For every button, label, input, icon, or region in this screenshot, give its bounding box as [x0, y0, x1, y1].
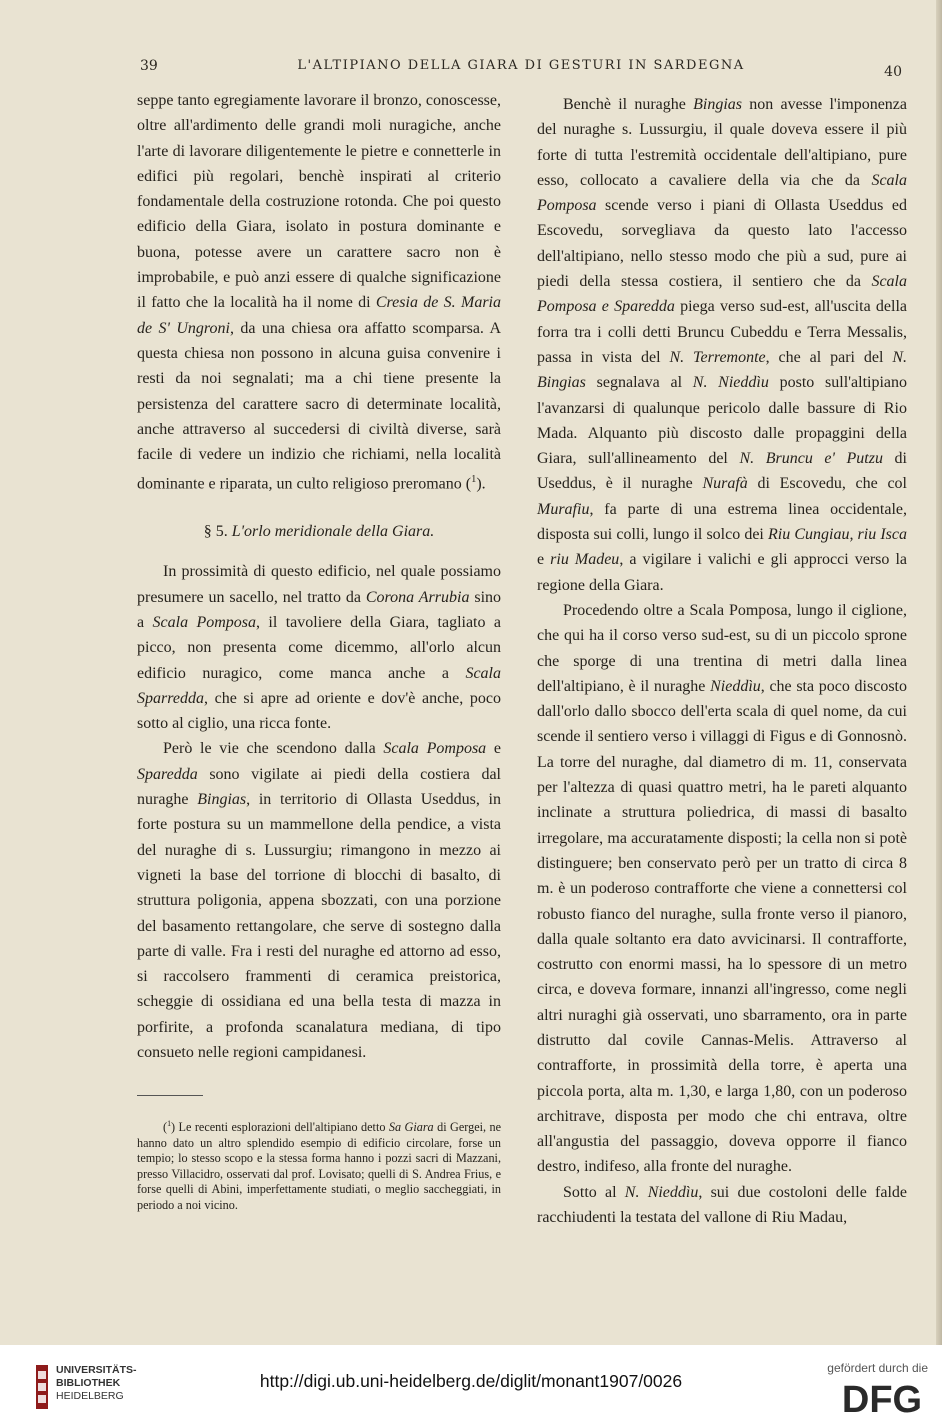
page-header — [140, 58, 902, 80]
left-paragraph-1: seppe tanto egregiamente lavorare il bronzo, conoscesse, oltre all'ardimento delle grandi moli nuragiche, anche l'arte di lavorare diligentemente le pietre e connetterle in edifici più regolari, benchè inspirati al criterio fondamentale della costruzione rotonda. Che poi questo edificio della Giara, isolato in postura dominante e buona, potesse avere un carattere sacro non è improbabile, e può anzi essere di qualche significazione il fatto che la località ha il nome di Cresia de S. Maria de S' Ungroni, da una chiesa ora affatto scomparsa. A questa chiesa non possono in alcuna guisa convenire i resti da noi segnalati; ma a chi tiene presente la persistenza del carattere sacro di determinate località, anche attraverso al succedersi di civiltà diverse, sarà facile di vedere un indizio che richiami, nella località dominante e riparata, un culto religioso preromano ($^1$). — [137, 92, 502, 493]
right-paragraph-1: Benchè il nuraghe Bingias non avesse l'imponenza del nuraghe s. Lussurgiu, il quale doveva essere il più forte di tutta l'estremità occidentale dell'altipiano, pure esso, collocato a cavaliere della via che da Scala Pomposa scende verso i piani di Ollasta Useddus ed Escovedu, sorvegliava da questo lato l'accesso dell'altipiano, nello stesso modo che più a sud, pure ai piedi della stessa costiera, il sentiero che da Scala Pomposa e Sparedda piega verso sud-est, all'uscita della forra tra i colli detti Bruncu Cubeddu e Terra Messalis, passa in vista del N. Terremonte, che al pari del N. Bingias segnalava al N. Nieddìu posto sull'altipiano l'avanzarsi di qualunque pericolo dalle bassure di Rio Mada. Alquanto più discosto dalle propaggini della Giara, sull'allineamento del N. Bruncu e' Putzu di Useddus, è il nuraghe Nurafà di Escovedu, che col Murafiu, fa parte di una estrema linea occidentale, disposta sui colli, lungo il solco dei Riu Cungiau, riu Isca e riu Madeu, a vigilare i valichi e gli approcci verso la regione della Giara. — [537, 96, 908, 594]
dfg-logo-icon — [836, 1380, 928, 1416]
footnote-rule — [137, 1095, 203, 1096]
left-paragraph-2: In prossimità di questo edificio, nel quale possiamo presumere un sacello, nel tratto da Corona Arrubia sino a Scala Pomposa, il tavoliere della Giara, tagliato a picco, non presenta come dicemmo, all'orlo alcun edificio nuragico, come manca anche a Scala Sparredda, che si apre ad oriente e dov'è anche, poco sotto al ciglio, una ricca fonte. — [137, 563, 502, 733]
footnote: ($^1$) Le recenti esplorazioni dell'altipiano detto Sa Giara di Gergei, ne hanno dato un altro splendido esempio di edificio circolare, forse un tempio; lo stesso scopo e la stessa forma hanno i pozzi sacri di Mazzani, presso Villacidro, osservati dal prof. Lovisato; quelli di S. Andrea Frius, e forse quelli di Abini, imperfettamente studiati, o meglio saccheggiati, in periodo a noi vicino. — [137, 1119, 501, 1212]
running-head: L'ALTIPIANO DELLA GIARA DI GESTURI IN SARDEGNA — [297, 58, 745, 73]
section-title: L'orlo meridionale della Giara. — [231, 523, 435, 541]
right-paragraph-3: Sotto al N. Nieddìu, sui due costoloni delle falde racchiudenti la testata del vallone di Riu Madau, — [537, 1183, 907, 1227]
right-column — [537, 92, 907, 1230]
funded-by-caption: gefördert durch die — [827, 1361, 928, 1375]
section-heading — [137, 519, 501, 544]
left-column — [137, 88, 501, 1213]
page-number-left: 39 — [140, 58, 158, 74]
library-line-1: UNIVERSITÄTS- — [56, 1364, 137, 1376]
permalink-url[interactable]: http://digi.ub.uni-heidelberg.de/diglit/monant1907/0026 — [259, 1371, 683, 1391]
library-line-3: HEIDELBERG — [56, 1390, 124, 1402]
dfg-logo-text: DFG — [841, 1380, 923, 1416]
right-paragraph-2: Procedendo oltre a Scala Pomposa, lungo il ciglione, che qui ha il corso verso sud-est, su di un piccolo sprone che sporge di una trentina di metri dalla linea dell'altipiano, è il nuraghe Nieddìu, che sta poco discosto dall'orlo dallo sbocco dell'erta scala di quel nome, da cui scende il sentiero verso i villaggi di Figus e di Gonnosnò. La torre del nuraghe, dal diametro di m. 11, conservata per l'altezza di quasi quattro metri, ha le pareti alquanto inclinate a struttura poliedrica, di massi di basalto irregolare, ma accuratamente disposti; la cella non si potè distinguere; ben conservato però per un tratto di circa 8 m. è un poderoso contrafforte che viene a connettersi col robusto fianco del nuraghe, sulla fronte verso il pianoro, dalla quale soltanto era dato avvicinarsi. Il contrafforte, costrutto con enormi massi, ha lo spessore di un metro circa, e doveva formare, innanzi all'ingresso, come negli altri nuraghi già osservati, uno sbarramento, ora in parte distrutto dal covile Cannas-Melis. Attraverso al contrafforte, in prossimità della torre, è aperta una piccola porta, alta m. 1,30, e larga 1,80, con un poderoso architrave, disposta per modo che chi entrava, oltre all'angustia del passaggio, doveva opporre il fianco destro, indifeso, alla fronte del nuraghe. — [537, 601, 907, 1176]
viewer-footer — [0, 1345, 942, 1422]
left-paragraph-3: Però le vie che scendono dalla Scala Pomposa e Sparedda sono vigilate ai piedi della costiera dal nuraghe Bingias, in territorio di Ollasta Useddus, in forte postura su un mammellone della pendice, a vista del nuraghe di s. Lussurgiu; rimangono in mezzo ai vigneti la base del torrione di blocchi di basalto, di struttura poligonia, appena sbozzati, con una porzione del basamento rettangolare, che serve di sostegno dalla parte di valle. Fra i resti del nuraghe ed attorno ad esso, si raccolsero frammenti di ceramica preistorica, scheggie di ossidiana ed una bella testa di mazza in porfirite, a profonda scanalatura mediana, di tipo consueto nelle regioni campidanesi. — [137, 740, 502, 1062]
page-number-right: 40 — [884, 64, 902, 80]
library-line-2: BIBLIOTHEK — [56, 1377, 121, 1389]
section-number: § 5. — [203, 523, 228, 541]
